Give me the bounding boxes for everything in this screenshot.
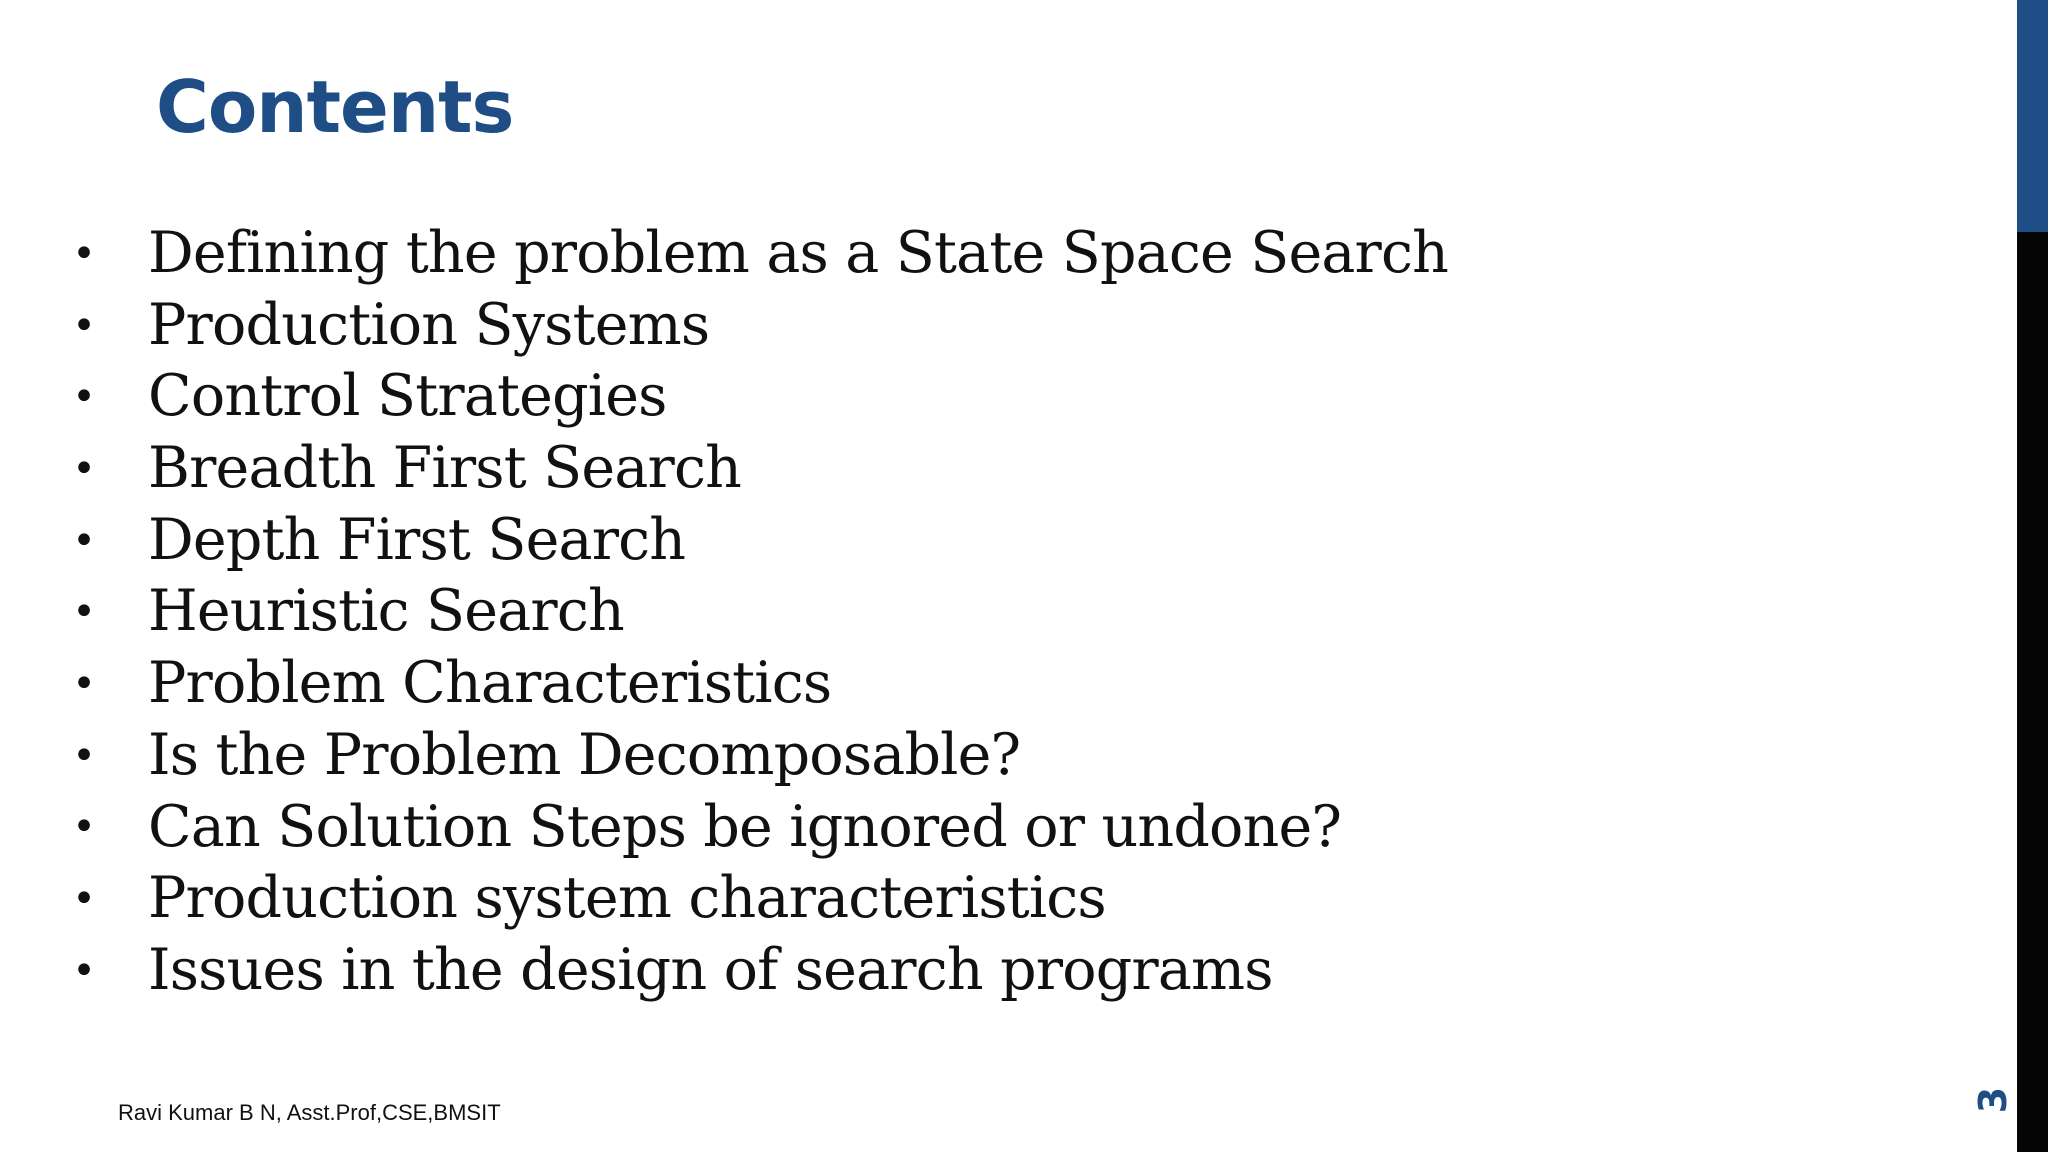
bullet-icon: • [72,804,96,851]
bullet-icon: • [72,230,96,277]
bullet-icon: • [72,517,96,564]
bullet-icon: • [72,302,96,349]
side-band-accent [2017,0,2048,232]
bullet-icon: • [72,876,96,923]
bullet-icon: • [72,732,96,779]
footer-author: Ravi Kumar B N, Asst.Prof,CSE,BMSIT [118,1100,501,1125]
list-item-text: Breadth First Search [148,435,742,502]
bullet-icon: • [72,660,96,707]
list-item-text: Is the Problem Decomposable? [148,721,1021,788]
bullet-icon: • [72,374,96,421]
list-item-text: Problem Characteristics [148,650,832,717]
slide-title: Contents [156,65,514,149]
list-item-text: Production system characteristics [148,865,1106,932]
bullet-icon: • [72,589,96,636]
list-item-text: Production Systems [148,291,710,358]
list-item-text: Can Solution Steps be ignored or undone? [148,793,1342,860]
list-item-text: Depth First Search [148,506,686,573]
list-item-text: Issues in the design of search programs [148,936,1273,1003]
list-item-text: Control Strategies [148,363,667,430]
page-number: 3 [1971,1086,2015,1114]
bullet-icon: • [72,947,96,994]
list-item-text: Defining the problem as a State Space Search [148,220,1449,286]
list-item-text: Heuristic Search [148,578,624,645]
bullet-icon: • [72,445,96,492]
